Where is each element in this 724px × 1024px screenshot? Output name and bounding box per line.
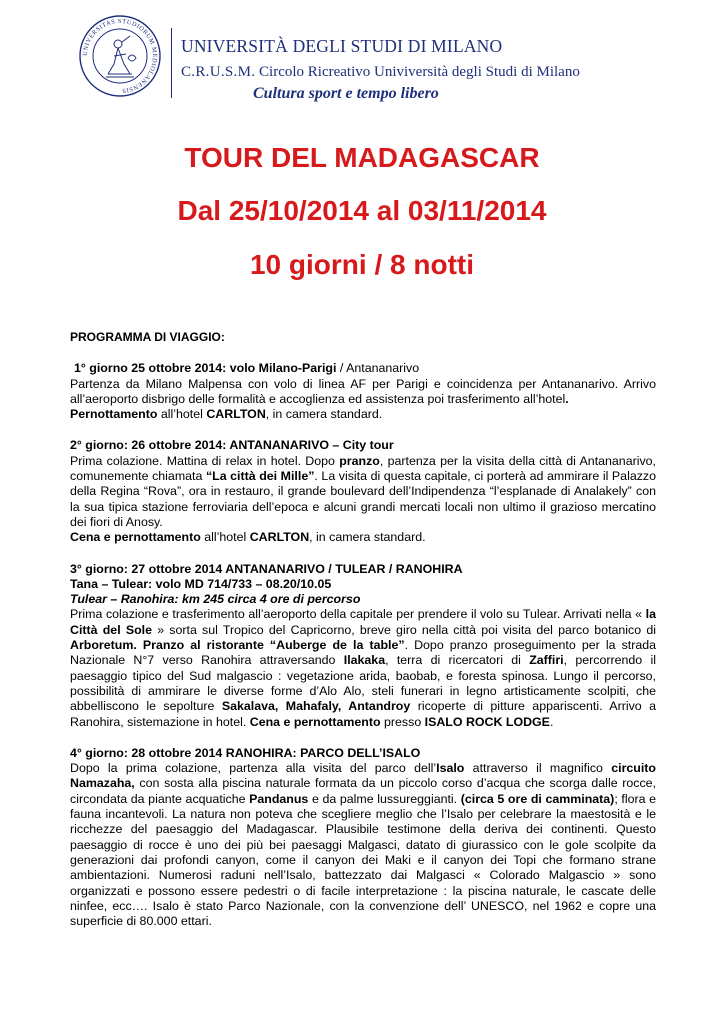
- crusm-abbr: C.R.U.S.M.: [181, 64, 256, 80]
- day2-title: 2° giorno: 26 ottobre 2014: ANTANANARIVO – City tour: [70, 438, 394, 453]
- day2-text: Prima colazione. Mattina di relax in hotel. Dopo pranzo, partenza per la visita della città di Antananarivo, comunemente chiamata “La città dei Mille”. La visita di questa capitale, ci porterà ad ammirare il Palazzo della Regina “Rova”, ora in restauro, il grande boulevard dell’Indipendenza “l’esplanade di Analakely” con la sua tipica stazione ferroviaria dell’epoca e alcuni grandi mercati locali non ultimo il grazioso mercatino dei fiori di Anosy. Cena e pernottamento all’hotel CARLTON, in camera standard.: [70, 453, 657, 545]
- day3-title: 3° giorno: 27 ottobre 2014 ANTANANARIVO / TULEAR / RANOHIRA: [70, 561, 463, 576]
- program-heading: PROGRAMMA DI VIAGGIO:: [70, 330, 225, 344]
- university-name: UNIVERSITÀ DEGLI STUDI DI MILANO: [181, 36, 503, 56]
- crusm-full-name: Circolo Ricreativo Univiversità degli Studi di Milano: [259, 64, 580, 80]
- university-seal-logo: [78, 14, 162, 98]
- tour-title: TOUR DEL MADAGASCAR: [184, 142, 540, 173]
- tagline: Cultura sport e tempo libero: [253, 85, 439, 102]
- svg-text:UNIVERSITAS STUDIORUM MEDIOLAN: UNIVERSITAS STUDIORUM MEDIOLANENSIS: [81, 17, 159, 95]
- program-body: [70, 330, 656, 929]
- header-divider: [171, 28, 172, 98]
- tour-duration: 10 giorni / 8 notti: [249, 249, 474, 280]
- crusm-line: [181, 64, 580, 81]
- day3-flight: Tana – Tulear: volo MD 714/733 – 08.20/10.05: [70, 576, 332, 591]
- day3-text: Prima colazione e trasferimento all’aeroporto della capitale per prendere il volo su Tulear. Arrivati nella « la Città del Sole » sorta sul Tropico del Capricorno, breve giro nella città poi visita del parco botanico di Arboretum. Pranzo al ristorante “Auberge de la table”. Dopo pranzo proseguimento per la strada Nazionale N°7 verso Ranohira attraversando Ilakaka, terra di ricercatori di Zaffiri, percorrendo il paesaggio tipico del Sud malgascio : vegetazione arida, baobab, e foresta spinosa. Lungo il percorso, possibilità di ammirare le diverse forme d’Alo Alo, steli funerari in legno artisticamente scolpiti, che abbelliscono le sepolture Sakalava, Mahafaly, Antandroy ricoperte di pitture appariscenti. Arrivo a Ranohira, sistemazione in hotel. Cena e pernottamento presso ISALO ROCK LODGE.: [70, 607, 657, 729]
- day1-title: 1° giorno 25 ottobre 2014: volo Milano-Parigi / Antananarivo: [74, 361, 420, 376]
- day3-route: Tulear – Ranohira: km 245 circa 4 ore di percorso: [70, 592, 361, 607]
- day1-text: Partenza da Milano Malpensa con volo di linea AF per Parigi e coincidenza per Antananarivo. Arrivo all’aeroporto disbrigo delle formalità e accoglienza ed assistenza poi trasferimento all’hotel. Pernottamento all’hotel CARLTON, in camera standard.: [70, 376, 656, 422]
- tour-dates: Dal 25/10/2014 al 03/11/2014: [177, 195, 547, 226]
- day4-title: 4° giorno: 28 ottobre 2014 RANOHIRA: PARCO DELL’ISALO: [70, 745, 421, 760]
- day4-text: Dopo la prima colazione, partenza alla visita del parco dell’Isalo attraverso il magnifico circuito Namazaha, con sosta alla piscina naturale formata da un piccolo corso d’acqua che scorga dalle rocce, circondata da piante acquatiche Pandanus e da palme lussureggianti. (circa 5 ore di camminata); flora e fauna incantevoli. La natura non poteva che scegliere meglio che l’Isalo per celebrare la maestosità e le ricchezze del paesaggio del Madagascar. Plausibile testimone della deriva dei continenti. Questo paesaggio di rocce è uno dei più bei paesaggi Malgasci, datato di giurassico con le gole scolpite da generazioni dai profondi canyon, come il canyon dei Maki e il canyon dei Topi che formano strane ambientazioni. Numerosi raduni nell’Isalo, battezzato dai Malgasci « Colorado Malgascio » sono organizzati e possono essere pedestri o di facile interpretazione : la piscina naturale, le cascate delle ninfee, ecc…. Isalo è stato Parco Nazionale, con la convenzione dell’ UNESCO, nel 1962 e copre una superficie di 80.000 ettari.: [70, 761, 656, 929]
